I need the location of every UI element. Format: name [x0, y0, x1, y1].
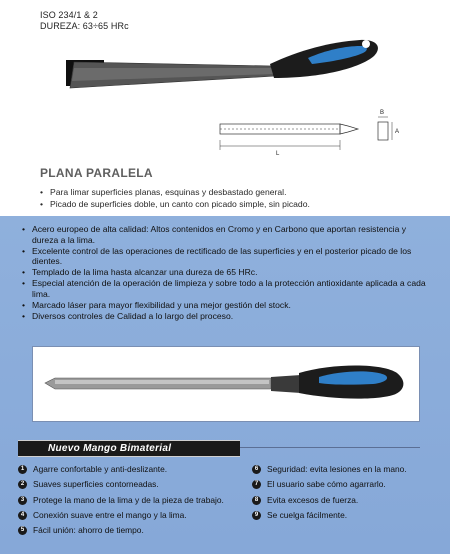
list-item	[18, 477, 238, 492]
list-item: • Picado de superficies doble, un canto con picado simple, sin picado.	[40, 198, 440, 210]
list-item	[18, 462, 238, 477]
number-badge: 5	[18, 526, 27, 535]
number-badge: 7	[252, 480, 261, 489]
handle-banner	[18, 440, 240, 457]
list-item: • Diversos controles de Calidad a lo largo del proceso.	[22, 311, 432, 322]
list-item-text: Conexión suave entre el mango y la lima.	[33, 509, 187, 520]
number-badge: 4	[18, 511, 27, 520]
number-badge: 6	[252, 465, 261, 474]
number-badge: 8	[252, 496, 261, 505]
list-item: • Para limar superficies planas, esquinas y desbastado general.	[40, 186, 440, 198]
handle-benefits-right	[252, 462, 442, 523]
dimension-label-l: L	[276, 151, 280, 157]
hardness-spec: DUREZA: 63÷65 HRc	[40, 21, 129, 31]
file-photo	[32, 346, 420, 422]
list-item: • Especial atención de la operación de limpieza y sobre todo a la protección antioxidante aplicada a cada lima.	[22, 278, 432, 299]
list-item-text: Suaves superficies contorneadas.	[33, 479, 159, 490]
number-badge: 9	[252, 511, 261, 520]
iso-spec: ISO 234/1 & 2	[40, 10, 98, 20]
list-item-text: Protege la mano de la lima y de la pieza de trabajo.	[33, 494, 224, 505]
file-photo-image	[33, 347, 419, 421]
list-item-text: Evita excesos de fuerza.	[267, 494, 359, 505]
list-item	[252, 493, 442, 508]
list-item-text: Agarre confortable y anti-deslizante.	[33, 464, 168, 474]
list-item-text: Se cuelga fácilmente.	[267, 509, 348, 520]
number-badge: 2	[18, 480, 27, 489]
list-item	[18, 523, 238, 538]
number-badge: 1	[18, 465, 27, 474]
dimension-label-b: B	[380, 110, 385, 116]
list-item	[252, 508, 442, 523]
divider	[240, 447, 420, 448]
list-item	[18, 493, 238, 508]
dimension-diagram	[210, 106, 410, 166]
dimension-label-a: A	[395, 129, 400, 135]
features-list	[22, 224, 432, 322]
list-item: • Acero europeo de alta calidad: Altos contenidos en Cromo y en Carbono que aportan resistencia y dureza a la lima.	[22, 224, 432, 245]
product-uses-list	[40, 186, 440, 210]
number-badge: 3	[18, 496, 27, 505]
handle-benefits-left	[18, 462, 238, 538]
list-item	[252, 477, 442, 492]
list-item: • Templado de la lima hasta alcanzar una dureza de 65 HRc.	[22, 267, 432, 278]
handle-banner-title: Nuevo Mango Bimaterial	[48, 443, 172, 454]
product-title: PLANA PARALELA	[40, 166, 153, 180]
list-item-text: Fácil unión: ahorro de tiempo.	[33, 525, 144, 536]
list-item	[252, 462, 442, 477]
list-item	[18, 508, 238, 523]
list-item: • Excelente control de las operaciones de rectificado de las superficies y en el posterior picado de los dientes.	[22, 246, 432, 267]
list-item-text: Seguridad: evita lesiones en la mano.	[267, 464, 407, 474]
list-item: • Marcado láser para mayor flexibilidad y una mejor gestión del stock.	[22, 300, 432, 311]
list-item-text: El usuario sabe cómo agarrarlo.	[267, 479, 386, 490]
